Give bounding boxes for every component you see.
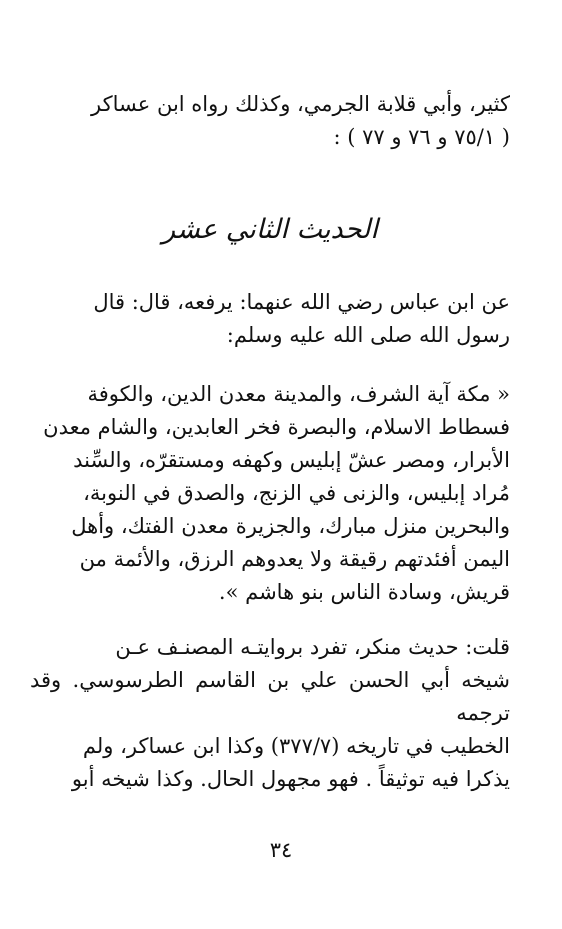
text-line: يذكرا فيه توثيقاً . فهو مجهول الحال. وكذا شيخه أبو	[71, 767, 510, 791]
page-number: ٣٤	[269, 838, 293, 862]
page-body	[30, 88, 510, 796]
paragraph-commentary	[30, 631, 510, 796]
text-line: ( ٧٥/١ و ٧٦ و ٧٧ ) :	[333, 125, 510, 149]
text-line: كثير، وأبي قلابة الجرمي، وكذلك رواه ابن عساكر	[91, 92, 510, 116]
paragraph-hadith-text	[30, 378, 510, 609]
text-line: رسول الله صلى الله عليه وسلم:	[226, 323, 510, 347]
text-line: قريش، وسادة الناس بنو هاشم ».	[218, 580, 510, 604]
text-line: مُراد إبليس، والزنى في الزنج، والصدق في النوبة،	[83, 481, 510, 505]
text-line: الخطيب في تاريخه (٣٧٧/٧) وكذا ابن عساكر، ولم	[82, 734, 510, 758]
paragraph-intro	[30, 88, 510, 154]
text-line: شيخه أبي الحسن علي بن القاسم الطرسوسي. وقد ترجمه	[30, 668, 510, 725]
text-line: « مكة آية الشرف، والمدينة معدن الدين، والكوفة	[87, 382, 510, 406]
text-line: الأبرار، ومصر عشّ إبليس وكهفه ومستقرّه، والسِّند	[73, 448, 510, 472]
text-line: عن ابن عباس رضي الله عنهما: يرفعه، قال: قال	[93, 290, 510, 314]
text-line: قلت: حديث منكر، تفرد بروايتـه المصنـف عـن	[115, 635, 510, 659]
text-line: فسطاط الاسلام، والبصرة فخر العابدين، والشام معدن	[43, 415, 510, 439]
text-line: والبحرين منزل مبارك، والجزيرة معدن الفتك، وأهل	[71, 514, 510, 538]
section-heading: الحديث الثاني عشر	[162, 214, 378, 245]
paragraph-narration	[30, 286, 510, 352]
text-line: اليمن أفئدتهم رقيقة ولا يعدوهم الرزق، والأئمة من	[79, 547, 510, 571]
